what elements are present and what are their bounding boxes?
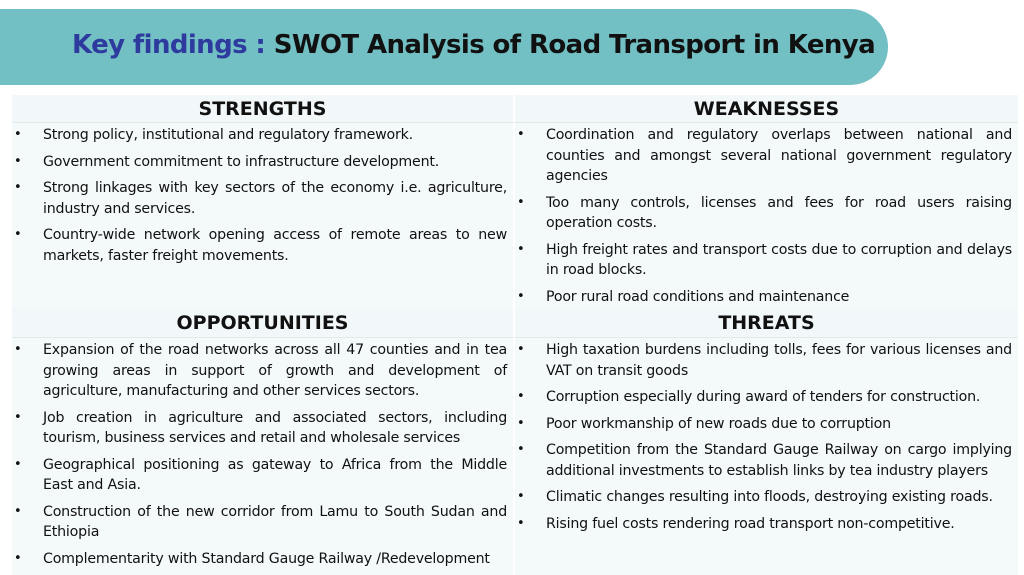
bullet-icon: • [14,153,22,169]
threats-header: THREATS [515,308,1018,338]
list-item [515,287,1018,308]
weaknesses-list [515,125,1018,307]
bullet-icon: • [14,409,22,425]
list-item [12,125,513,146]
bullet-icon: • [14,342,22,357]
list-item-text: Rising fuel costs rendering road transport non-competitive. [546,515,955,532]
bullet-icon: • [517,515,525,531]
list-item [12,455,513,496]
list-item-text: Country-wide network opening access of remote areas to new markets, faster freight movements. [43,227,507,264]
bullet-icon: • [517,194,525,210]
list-item-text: Geographical positioning as gateway to Africa from the Middle East and Asia. [43,456,507,493]
bullet-icon: • [14,456,22,472]
list-item-text: Coordination and regulatory overlaps between national and counties and amongst several national government regulatory agencies [546,127,1012,184]
list-item-text: Too many controls, licenses and fees for road users raising operation costs. [546,194,1012,231]
bullet-icon: • [517,342,525,357]
bullet-icon: • [14,503,22,519]
list-item-text: Complementarity with Standard Gauge Railway /Redevelopment [43,550,490,567]
list-item-text: Construction of the new corridor from Lamu to South Sudan and Ethiopia [43,503,507,540]
swot-table [12,95,1018,575]
list-item [515,414,1018,435]
list-item [515,440,1018,481]
bullet-icon: • [517,389,525,404]
list-item-text: Strong linkages with key sectors of the economy i.e. agriculture, industry and services. [43,180,507,217]
list-item-text: Competition from the Standard Gauge Railway on cargo implying additional investments to establish links by tea industry players [546,442,1012,479]
list-item [515,193,1018,234]
title-main: SWOT Analysis of Road Transport in Kenya [273,30,876,60]
list-item [515,487,1018,508]
bullet-icon: • [14,127,22,142]
bullet-icon: • [517,442,525,457]
list-item [12,340,513,402]
bullet-icon: • [517,288,525,304]
weaknesses-cell [515,123,1018,308]
bullet-icon: • [517,241,525,257]
list-item [515,340,1018,381]
list-item-text: High freight rates and transport costs due to corruption and delays in road blocks. [546,241,1012,278]
weaknesses-header: WEAKNESSES [515,95,1018,123]
list-item-text: Government commitment to infrastructure development. [43,153,440,170]
threats-list [515,340,1018,534]
bullet-icon: • [14,227,22,242]
bullet-icon: • [14,550,22,566]
bullet-icon: • [14,180,22,195]
list-item [515,125,1018,187]
list-item-text: Job creation in agriculture and associated sectors, including tourism, business services and retail and wholesale services [43,409,507,446]
list-item [515,240,1018,281]
title-prefix: Key findings : [72,30,274,60]
list-item [12,178,513,219]
list-item-text: Expansion of the road networks across all 47 counties and in tea growing areas in support of growth and development of agriculture, manufacturing and other services sectors. [43,342,507,399]
list-item [12,408,513,449]
strengths-header: STRENGTHS [12,95,515,123]
list-item [12,225,513,266]
page-title [72,30,875,60]
list-item-text: High taxation burdens including tolls, fees for various licenses and VAT on transit goods [546,342,1012,379]
list-item [12,502,513,543]
list-item [12,549,513,570]
opportunities-header: OPPORTUNITIES [12,308,515,338]
strengths-list [12,125,513,266]
list-item-text: Strong policy, institutional and regulatory framework. [43,127,413,143]
list-item-text: Corruption especially during award of tenders for construction. [546,389,981,405]
list-item-text: Poor workmanship of new roads due to corruption [546,415,891,432]
list-item-text: Poor rural road conditions and maintenance [546,288,850,305]
opportunities-list [12,340,513,569]
bullet-icon: • [517,127,525,142]
opportunities-cell [12,338,515,575]
threats-cell [515,338,1018,575]
list-item-text: Climatic changes resulting into floods, destroying existing roads. [546,489,993,505]
bullet-icon: • [517,489,525,504]
list-item [12,152,513,173]
bullet-icon: • [517,415,525,431]
strengths-cell [12,123,515,308]
list-item [515,514,1018,535]
list-item [515,387,1018,408]
